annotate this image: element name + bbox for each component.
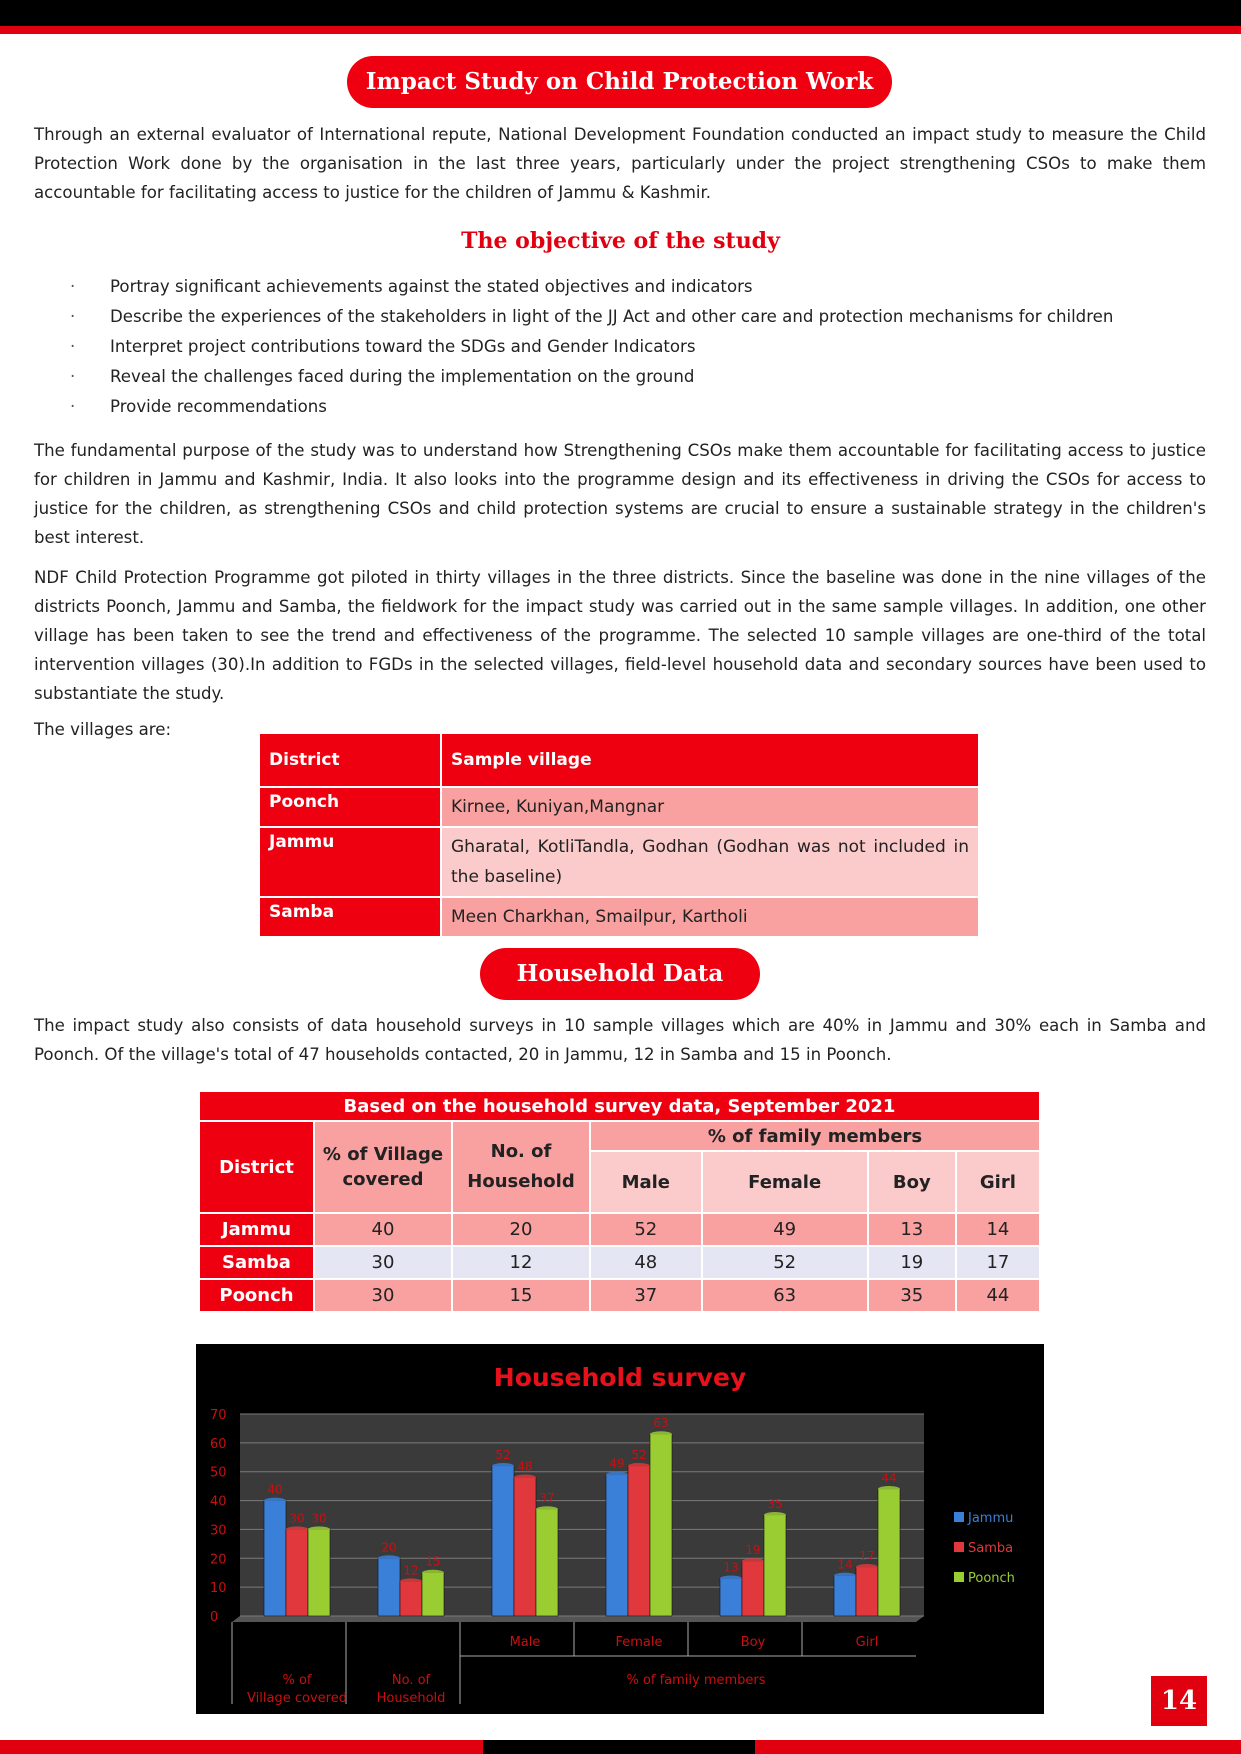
village-cell: 30	[314, 1279, 452, 1312]
bullet-icon: ·	[70, 307, 76, 326]
bar	[264, 1501, 286, 1616]
district-cell: Poonch	[199, 1279, 314, 1312]
objective-item-text: Describe the experiences of the stakeholders in light of the JJ Act and other care and protection mechanisms for children	[110, 307, 1114, 326]
household-cell: 15	[452, 1279, 590, 1312]
bar-cap	[308, 1526, 330, 1532]
data-label: 15	[425, 1554, 441, 1569]
list-item	[70, 362, 1113, 392]
x-tick-label: Female	[615, 1635, 663, 1650]
table-header-row	[199, 1121, 1040, 1151]
chart-title: Household survey	[493, 1363, 747, 1392]
district-cell: Jammu	[199, 1213, 314, 1246]
legend-swatch	[954, 1542, 964, 1552]
village-cell: 30	[314, 1246, 452, 1279]
table-row	[259, 897, 979, 937]
data-label: 20	[381, 1540, 397, 1555]
bar-cap	[764, 1512, 786, 1518]
column-header-male: Male	[590, 1151, 702, 1213]
bottom-black-bar	[483, 1740, 755, 1754]
village-cell: Meen Charkhan, Smailpur, Kartholi	[441, 897, 979, 937]
column-header-village: % of Village covered	[314, 1121, 452, 1213]
objective-title: The objective of the study	[461, 228, 780, 254]
bar-cap	[878, 1486, 900, 1492]
plot-area	[240, 1414, 924, 1616]
data-label: 52	[495, 1447, 511, 1462]
bar-cap	[514, 1474, 536, 1480]
bar	[308, 1529, 330, 1616]
objective-list	[70, 272, 1113, 422]
column-header-girl: Girl	[956, 1151, 1040, 1213]
legend-label: Poonch	[968, 1571, 1015, 1586]
household-table	[198, 1090, 1041, 1313]
villages-table	[258, 732, 980, 938]
data-label: 63	[653, 1416, 669, 1431]
bar	[400, 1581, 422, 1616]
table-row	[199, 1279, 1040, 1312]
x-tick-label: No. of Household	[376, 1673, 446, 1706]
y-tick-label: 30	[210, 1523, 227, 1539]
villages-label: The villages are:	[34, 720, 172, 739]
legend-swatch	[954, 1512, 964, 1522]
legend-label: Samba	[968, 1541, 1014, 1556]
data-label: 17	[859, 1548, 875, 1563]
boy-cell: 35	[868, 1279, 956, 1312]
column-header-district: District	[199, 1121, 314, 1213]
table-header-row	[259, 733, 979, 787]
data-label: 30	[311, 1511, 327, 1526]
bar-cap	[378, 1555, 400, 1561]
column-header-boy: Boy	[868, 1151, 956, 1213]
bar	[606, 1475, 628, 1616]
bar	[856, 1567, 878, 1616]
male-cell: 52	[590, 1213, 702, 1246]
girl-cell: 17	[956, 1246, 1040, 1279]
column-header-female: Female	[702, 1151, 868, 1213]
legend-label: Jammu	[968, 1511, 1014, 1526]
legend-swatch	[954, 1572, 964, 1582]
x-tick-label: Girl	[855, 1635, 879, 1650]
female-cell: 49	[702, 1213, 868, 1246]
objective-item-text: Portray significant achievements against the stated objectives and indicators	[110, 277, 753, 296]
data-label: 48	[517, 1459, 533, 1474]
data-label: 14	[837, 1557, 853, 1572]
village-cell: Gharatal, KotliTandla, Godhan (Godhan was not included in the baseline)	[441, 827, 979, 897]
bullet-icon: ·	[70, 367, 76, 386]
girl-cell: 44	[956, 1279, 1040, 1312]
bullet-icon: ·	[70, 277, 76, 296]
column-group-header: % of family members	[590, 1121, 1040, 1151]
bar	[764, 1515, 786, 1616]
x-tick-label: Male	[509, 1635, 541, 1650]
female-cell: 63	[702, 1279, 868, 1312]
data-label: 13	[723, 1560, 739, 1575]
bar-cap	[628, 1463, 650, 1469]
data-label: 35	[767, 1497, 783, 1511]
bar	[492, 1466, 514, 1616]
x-group-label: % of family members	[626, 1673, 766, 1688]
household-section-title: Household Data	[480, 948, 760, 1000]
bar-cap	[492, 1463, 514, 1469]
household-paragraph: The impact study also consists of data household surveys in 10 sample villages which are 40% in Jammu and 30% each in Samba and Poonch. Of the village's total of 47 households contacted, 20 in Jammu, 12 in Samba and 15 in Poonch.	[34, 1016, 1206, 1064]
girl-cell: 14	[956, 1213, 1040, 1246]
female-cell: 52	[702, 1246, 868, 1279]
x-tick-label: % of Village covered	[247, 1673, 347, 1706]
household-survey-chart	[196, 1344, 1044, 1714]
objective-item-text: Provide recommendations	[110, 397, 327, 416]
bar	[514, 1477, 536, 1616]
table-caption: Based on the household survey data, September 2021	[199, 1091, 1040, 1121]
objective-item-text: Interpret project contributions toward the SDGs and Gender Indicators	[110, 337, 696, 356]
bar-cap	[720, 1575, 742, 1581]
column-header: Sample village	[441, 733, 979, 787]
village-cell: 40	[314, 1213, 452, 1246]
list-item	[70, 332, 1113, 362]
bar-cap	[834, 1573, 856, 1579]
bar	[628, 1466, 650, 1616]
male-cell: 37	[590, 1279, 702, 1312]
bar	[742, 1561, 764, 1616]
data-label: 37	[539, 1491, 555, 1506]
bar-cap	[742, 1558, 764, 1564]
bullet-icon: ·	[70, 337, 76, 356]
y-tick-label: 40	[210, 1494, 227, 1510]
data-label: 19	[745, 1543, 761, 1558]
y-tick-label: 0	[210, 1610, 219, 1625]
data-label: 40	[267, 1482, 283, 1497]
district-cell: Samba	[259, 897, 441, 937]
data-label: 12	[403, 1563, 419, 1578]
bar	[878, 1489, 900, 1616]
household-cell: 20	[452, 1213, 590, 1246]
x-tick-label: Boy	[740, 1635, 766, 1650]
bar-cap	[422, 1570, 444, 1576]
chart-canvas	[196, 1344, 1044, 1714]
bar-cap	[606, 1472, 628, 1478]
male-cell: 48	[590, 1246, 702, 1279]
bar-cap	[856, 1564, 878, 1570]
top-black-bar	[0, 0, 1241, 26]
district-cell: Poonch	[259, 787, 441, 827]
column-header-household: No. of Household	[452, 1121, 590, 1213]
bar-cap	[650, 1431, 672, 1437]
data-label: 49	[609, 1456, 625, 1471]
boy-cell: 19	[868, 1246, 956, 1279]
list-item	[70, 392, 1113, 422]
bullet-icon: ·	[70, 397, 76, 416]
bar	[286, 1529, 308, 1616]
intro-paragraph: Through an external evaluator of International repute, National Development Foundation conducted an impact study to measure the Child Protection Work done by the organisation in the last three years, particularly under the project strengthening CSOs to make them accountable for facilitating access to justice for the children of Jammu & Kashmir.	[34, 125, 1206, 202]
bar	[650, 1434, 672, 1616]
data-label: 30	[289, 1511, 305, 1526]
table-caption-row	[199, 1091, 1040, 1121]
table-row	[259, 787, 979, 827]
page-title: Impact Study on Child Protection Work	[347, 56, 892, 108]
bar-cap	[536, 1506, 558, 1512]
bar-cap	[286, 1526, 308, 1532]
column-header: District	[259, 733, 441, 787]
y-tick-label: 50	[210, 1465, 227, 1481]
bar-cap	[264, 1498, 286, 1504]
plot-floor	[232, 1616, 924, 1622]
programme-paragraph: NDF Child Protection Programme got piloted in thirty villages in the three districts. Since the baseline was done in the nine villages of the districts Poonch, Jammu and Samba, the fieldwork for the impact study was carried out in the same sample villages. In addition, one other village has been taken to see the trend and effectiveness of the programme. The selected 10 sample villages are one-third of the total intervention villages (30).In addition to FGDs in the selected villages, field-level household data and secondary sources have been used to substantiate the study.	[34, 568, 1206, 703]
data-label: 52	[631, 1447, 647, 1462]
bar	[720, 1578, 742, 1616]
bar	[536, 1509, 558, 1616]
village-cell: Kirnee, Kuniyan,Mangnar	[441, 787, 979, 827]
page-number: 14	[1151, 1676, 1207, 1726]
y-tick-label: 20	[210, 1552, 227, 1568]
bar	[378, 1558, 400, 1616]
district-cell: Jammu	[259, 827, 441, 897]
top-red-bar	[0, 26, 1241, 34]
y-tick-label: 70	[210, 1408, 227, 1423]
y-tick-label: 60	[210, 1436, 227, 1452]
bar-cap	[400, 1578, 422, 1584]
table-row	[259, 827, 979, 897]
y-tick-label: 10	[210, 1581, 227, 1597]
bar	[422, 1573, 444, 1616]
table-row	[199, 1213, 1040, 1246]
purpose-paragraph: The fundamental purpose of the study was to understand how Strengthening CSOs make them accountable for facilitating access to justice for children in Jammu and Kashmir, India. It also looks into the programme design and its effectiveness in driving the CSOs for access to justice for the children, as strengthening CSOs and child protection systems are crucial to ensure a sustainable strategy in the children's best interest.	[34, 441, 1206, 547]
data-label: 44	[881, 1471, 897, 1486]
bar	[834, 1576, 856, 1616]
household-cell: 12	[452, 1246, 590, 1279]
district-cell: Samba	[199, 1246, 314, 1279]
list-item	[70, 272, 1113, 302]
objective-item-text: Reveal the challenges faced during the implementation on the ground	[110, 367, 695, 386]
boy-cell: 13	[868, 1213, 956, 1246]
list-item	[70, 302, 1113, 332]
table-row	[199, 1246, 1040, 1279]
